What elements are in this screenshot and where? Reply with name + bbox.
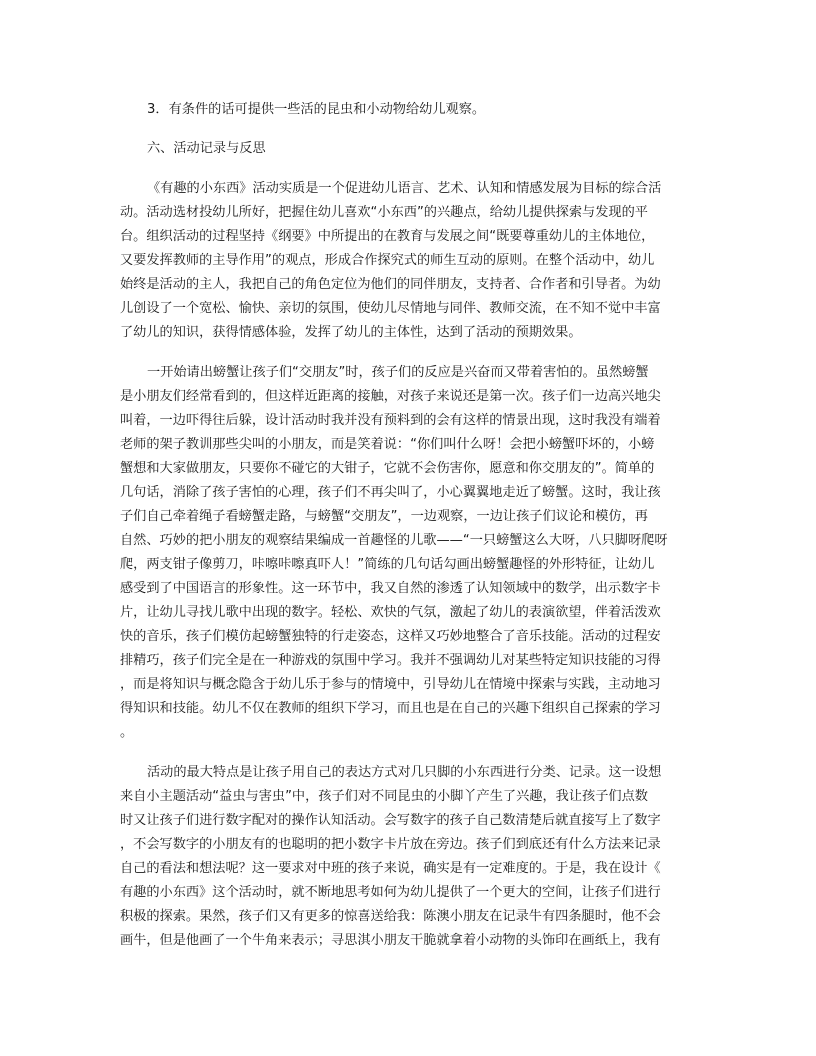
paragraph-3-line: ，不会写数字的小朋友有的也聪明的把小数字卡片放在旁边。孩子们到底还有什么方法来记录 — [120, 837, 661, 852]
paragraph-2-line: 老师的架子教训那些尖叫的小朋友，而是笑着说：“你们叫什么呀！会把小螃蟹吓坏的，小螃 — [120, 437, 655, 452]
paragraph-3-line: 有趣的小东西》这个活动时，就不断地思考如何为幼儿提供了一个更大的空间，让孩子们进行 — [120, 885, 661, 900]
paragraph-1-line: 《有趣的小东西》活动实质是一个促进幼儿语言、艺术、认知和情感发展为目标的综合活 — [147, 181, 662, 196]
paragraph-3-line: 活动的最大特点是让孩子用自己的表达方式对几只脚的小东西进行分类、记录。这一设想 — [147, 765, 662, 780]
paragraph-1-line: 始终是活动的主人，我把自己的角色定位为他们的同伴朋友，支持者、合作者和引导者。为幼 — [120, 277, 661, 292]
paragraph-1-line: 动。活动选材投幼儿所好，把握住幼儿喜欢“小东西”的兴趣点，给幼儿提供探索与发现的平 — [120, 205, 648, 220]
paragraph-2-line: 是小朋友们经常看到的，但这样近距离的接触，对孩子来说还是第一次。孩子们一边高兴地尖 — [120, 389, 661, 404]
paragraph-2-line: 蟹想和大家做朋友，只要你不碰它的大钳子，它就不会伤害你，愿意和你交朋友的”。简单的 — [120, 461, 655, 476]
paragraph-2-line: 子们自己牵着绳子看螃蟹走路，与螃蟹“交朋友”，一边观察，一边让孩子们议论和模仿，再 — [120, 509, 648, 524]
paragraph-1-line: 又要发挥教师的主导作用”的观点，形成合作探究式的师生互动的原则。在整个活动中，幼儿 — [120, 253, 655, 268]
section-heading-6: 六、活动记录与反思 — [147, 141, 266, 156]
paragraph-2-line: 自然、巧妙的把小朋友的观察结果编成一首趣怪的儿歌——“一只螃蟹这么大呀，八只脚呀爬呀 — [120, 533, 668, 548]
paragraph-2-line: 排精巧，孩子们完全是在一种游戏的氛围中学习。我并不强调幼儿对某些特定知识技能的习得 — [120, 653, 661, 668]
paragraph-2-line: 爬，两支钳子像剪刀，咔嚓咔嚓真吓人！”简练的几句话勾画出螃蟹趣怪的外形特征，让幼儿 — [120, 557, 655, 572]
paragraph-3-line: 来自小主题活动“益虫与害虫”中，孩子们对不同昆虫的小脚丫产生了兴趣，我让孩子们点数 — [120, 789, 648, 804]
paragraph-3-line: 画牛，但是他画了一个牛角来表示；寻思淇小朋友干脆就拿着小动物的头饰印在画纸上，我有 — [120, 933, 661, 948]
paragraph-1-line: 台。组织活动的过程坚持《纲要》中所提出的在教育与发展之间“既要尊重幼儿的主体地位， — [120, 229, 655, 244]
paragraph-2-line: 快的音乐，孩子们模仿起螃蟹独特的行走姿态，这样又巧妙地整合了音乐技能。活动的过程安 — [120, 629, 661, 644]
paragraph-2-line: 叫着，一边吓得往后躲，设计活动时我并没有预料到的会有这样的情景出现，这时我没有端着 — [120, 413, 661, 428]
paragraph-3-line: 积极的探索。果然，孩子们又有更多的惊喜送给我：陈澳小朋友在记录牛有四条腿时，他不会 — [120, 909, 661, 924]
paragraph-1-line: 儿创设了一个宽松、愉快、亲切的氛围，使幼儿尽情地与同伴、教师交流，在不知不觉中丰富 — [120, 301, 661, 316]
paragraph-2-line: ，而是将知识与概念隐含于幼儿乐于参与的情境中，引导幼儿在情境中探索与实践，主动地习 — [120, 677, 661, 692]
paragraph-2-line: 一开始请出螃蟹让孩子们“交朋友”时，孩子们的反应是兴奋而又带着害怕的。虽然螃蟹 — [147, 365, 649, 380]
paragraph-2-line: 几句话，消除了孩子害怕的心理，孩子们不再尖叫了，小心翼翼地走近了螃蟹。这时，我让孩 — [120, 485, 661, 500]
paragraph-2-line: 感受到了中国语言的形象性。这一环节中，我又自然的渗透了认知领域中的数学，出示数字卡 — [120, 581, 661, 596]
paragraph-2-line: 片，让幼儿寻找儿歌中出现的数字。轻松、欢快的气氛，激起了幼儿的表演欲望，伴着活泼欢 — [120, 605, 661, 620]
list-item-3: 3．有条件的话可提供一些活的昆虫和小动物给幼儿观察。 — [147, 102, 486, 117]
paragraph-2-line: 得知识和技能。幼儿不仅在教师的组织下学习，而且也是在自己的兴趣下组织自己探索的学习 — [120, 701, 661, 716]
paragraph-3-line: 时又让孩子们进行数字配对的操作认知活动。会写数字的孩子自己数清楚后就直接写上了数字 — [120, 813, 661, 828]
paragraph-2-line: 。 — [120, 725, 134, 740]
paragraph-1-line: 了幼儿的知识，获得情感体验，发挥了幼儿的主体性，达到了活动的预期效果。 — [120, 325, 582, 340]
paragraph-3-line: 自己的看法和想法呢？这一要求对中班的孩子来说，确实是有一定难度的。于是，我在设计《 — [120, 861, 661, 876]
